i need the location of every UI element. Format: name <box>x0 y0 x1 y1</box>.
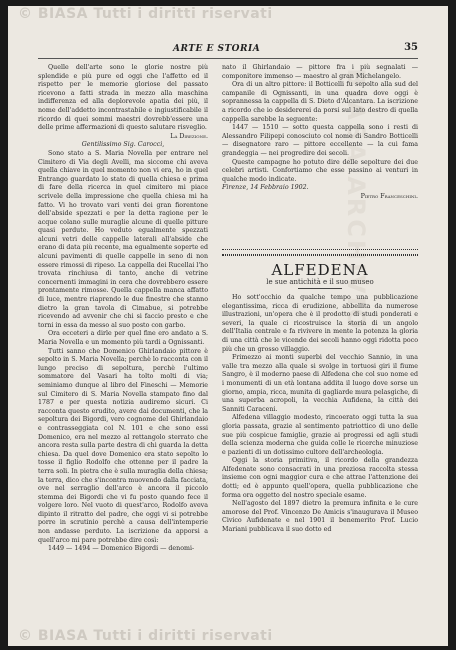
signature-direzione: La Direzione. <box>170 132 208 140</box>
paragraph: Sono stato a S. Maria Novella per entrare nel Cimitero di Via degli Avelli, ma siccome chi aveva quella chiave in quel momento non vi era, ho in quel Entrango guardato lo stato di quella chiesa e prima di fare della ricerca in quel cimitero mi piace scrivele della impressione che quella chiesa mi ha fatto. Vi ho trovato vari venti dei gran fiorentone dell'abside spezzati e per la detta ragione per le acque colano sulle muraglie alcune di quelle pitture quasi perdute. Ho veduto egualmente spezzati alcuni vetri delle cappelle laterali all'abside che erano di data più recente, ma egualmente soperte ed alcuni pavimenti di quelle cappelle in seno di non essere rimossi di ripeso. La cappella dei Rucellai l'ho trovata rinchiusa di tanto, anche di vetrine concernenti immagini in cera che dovrebbero essere prontamente rimosse. Quella cappella manca affatto di luce, mentre riaprendo le due finestre che stanno dietro la gran tavola di Cimabue, si potrebbe ricevendo ad avvenir che chi si faccio presto e che torni in essa da messo al suo posto con garbo. <box>38 149 208 329</box>
right-column-top <box>222 64 418 202</box>
running-title: ARTE E STORIA <box>173 44 261 54</box>
page-number: 35 <box>404 42 418 53</box>
subtitle-rule <box>298 288 342 289</box>
paragraph: Oggi la storia primitiva, il ricordo della grandezza Alfedenate sono consacrati in una preziosa raccolta stessa insieme con ogni maggior cura e che attrae l'attenzione dei dotti; ed è appunto quell'opera, quella pubblicazione che forma ora oggetto del nostro speciale esame. <box>222 457 418 499</box>
paragraph: Ho sott'occhio da qualche tempo una pubblicazione elegantissima, ricca di erudizione, abbellita da numerose illustrazioni, un'opera che è il prodotto di studi ponderati e severi, la quale ci ricostruisce la storia di un angolo dell'Italia centrale e fa rivivere in mente la potenza la gloria di una città che le vicende dei secoli hanno oggi ridotta poco più che un grosso villaggio. <box>222 294 418 353</box>
paragraph: Nell'agosto del 1897 dietro la premura infinita e le cure amorose del Prof. Vincenzo De Amicis s'inaugurava il Museo Civico Aufidenate e nel 1901 il benemerito Prof. Lucio Mariani pubblicava il suo dotto ed <box>222 500 418 534</box>
ornamental-divider-inner <box>222 255 418 258</box>
watermark-bottom: © BIASA Tutti i diritti riservati <box>18 628 273 644</box>
paragraph: Frimezzo ai monti superbi del vecchio Sannio, in una valle tra mezzo alla quale si svolge in tortuosi giri il fiume Sangro, è il moderno paese di Alfedena che col suo nome ed i monumenti di un età lontana addita il luogo dove sorse un giorno, ampia, ricca, munita di gagliarde mura pelasgiche, di una superba acropoli, la vecchia Aufidena, la città dei Sanniti Caraceni. <box>222 354 418 413</box>
left-column <box>38 64 208 554</box>
salutation: Gentilissimo Sig. Carocci, <box>81 141 165 149</box>
date-line: Firenze, 14 Febbraio 1902. <box>222 184 309 192</box>
paragraph: nato il Ghirlandaio — pittore fra i più segnalati — componitore immenso — maestro al gran Michelangelo. <box>222 64 418 80</box>
right-column-bottom <box>222 294 418 535</box>
paragraph: Ora di un altro pittore: il Botticelli fu sepolto alla sud del campanile di Ognissanti, in una quadra dove oggi è soprannessa la cappella di S. Dieto d'Alcantara. La iscrizione a ricordo che io desidererei da porsi sul lato destro di quella cappella sarebbe la seguente: <box>222 81 418 123</box>
watermark-vertical: BIASA ARCHIVIO <box>342 68 371 332</box>
paragraph: Quelle dell'arte sono le glorie nostre più splendide e più pure ed oggi che l'affetto ed il rispetto per le memorie gloriose del passato ricevono a fatti strada in mezzo alla maschina indifferenza ed alla deplorevole apatia dei più, il nome dell'addetto incontrastabile e ingiustificabile il ricordo di quei sommi maestri dovrebb'essere una delle prime affermazioni di questo salutare risveglio. <box>38 64 208 132</box>
paragraph: Tutti sanno che Domenico Ghirlandaio pittore è sepolto in S. Maria Novella; perchè lo racconta con il lungo preciso di sepoltura, perchè l'ultimo sommatore del Vasari ha tolto molti di via; seminiamo dunque al libro del Fineschi — Memorie sul Cimitero di S. Maria Novella stampato fino dal 1787 e per questa notizia audiremo sicuri. Ci racconta questo erudito, avere dai documenti, che la sepoltura dei Bigordi, vero cognome del Ghirlandaio e contrasseggiata col N. 101 e che sono essi Domenico, era nel mezzo al rettangolo sterrato che ancora resta sulla parte destra di chi guarda la detta chiesa. Da quel dove Domenico era stato sepolto lo tosse il figlio Rodolfo che ottenne per il padre la terra soli. In pietra che è sulla muraglia della chiesa; la terra, dico che s'incontra muovendo dalla facciata, ove nel serraglio dell'arco è ancora il piccolo stemma dei Bigordi che vi fu posto quando fece il volgere loro. Nel vuoto di quest'arco, Rodolfo aveva dipinto il ritratto del padre, che oggi vi si potrebbe porre in scrutinio perchè a causa dell'intemperie non andasse perduto. La iscrizione da apporsi a quell'arco mi pare potrebbe dire così: <box>38 347 208 544</box>
page-header <box>38 44 418 59</box>
document-page <box>8 6 448 646</box>
watermark-top: © BIASA Tutti i diritti riservati <box>18 6 273 22</box>
paragraph: Alfedena villaggio modesto, rincoerato oggi tutta la sua gloria passata, grazie al sentimento patriottico di uno delle sue più cospicue famiglie, grazie ai progressi ed agli studi della scienza moderna che guida colle le ricerche minuziose e pazienti di un dotissimo cultore dell'archeologia. <box>222 414 418 456</box>
article-title: ALFEDENA <box>271 261 369 279</box>
signature-franceschini: Pietro Franceschini. <box>360 192 418 200</box>
paragraph: Queste campagne ho potuto dire delle sepolture dei due celebri artisti. Confortiamo che esse passino ai venturi in qualche modo indicate. <box>222 158 418 183</box>
epitaph-ghirlandaio: 1449 — 1494 — Domenico Bigordi — denomi- <box>48 545 195 553</box>
paragraph: Ora ecceteri a dirle per quel fine ero andato a S. Maria Novella e un momento più tardi a Ognissanti. <box>38 330 208 346</box>
epitaph-botticelli: 1447 — 1510 — sotto questa cappella sono i resti di Alessandro Filipepi conosciuto col nome di Sandro Botticelli — disegnatore raro — pittore eccellente — la cui fama grandeggia — nei progredire dei secoli. <box>222 124 418 157</box>
article-subtitle: le sue antichità e il suo museo <box>266 278 374 286</box>
